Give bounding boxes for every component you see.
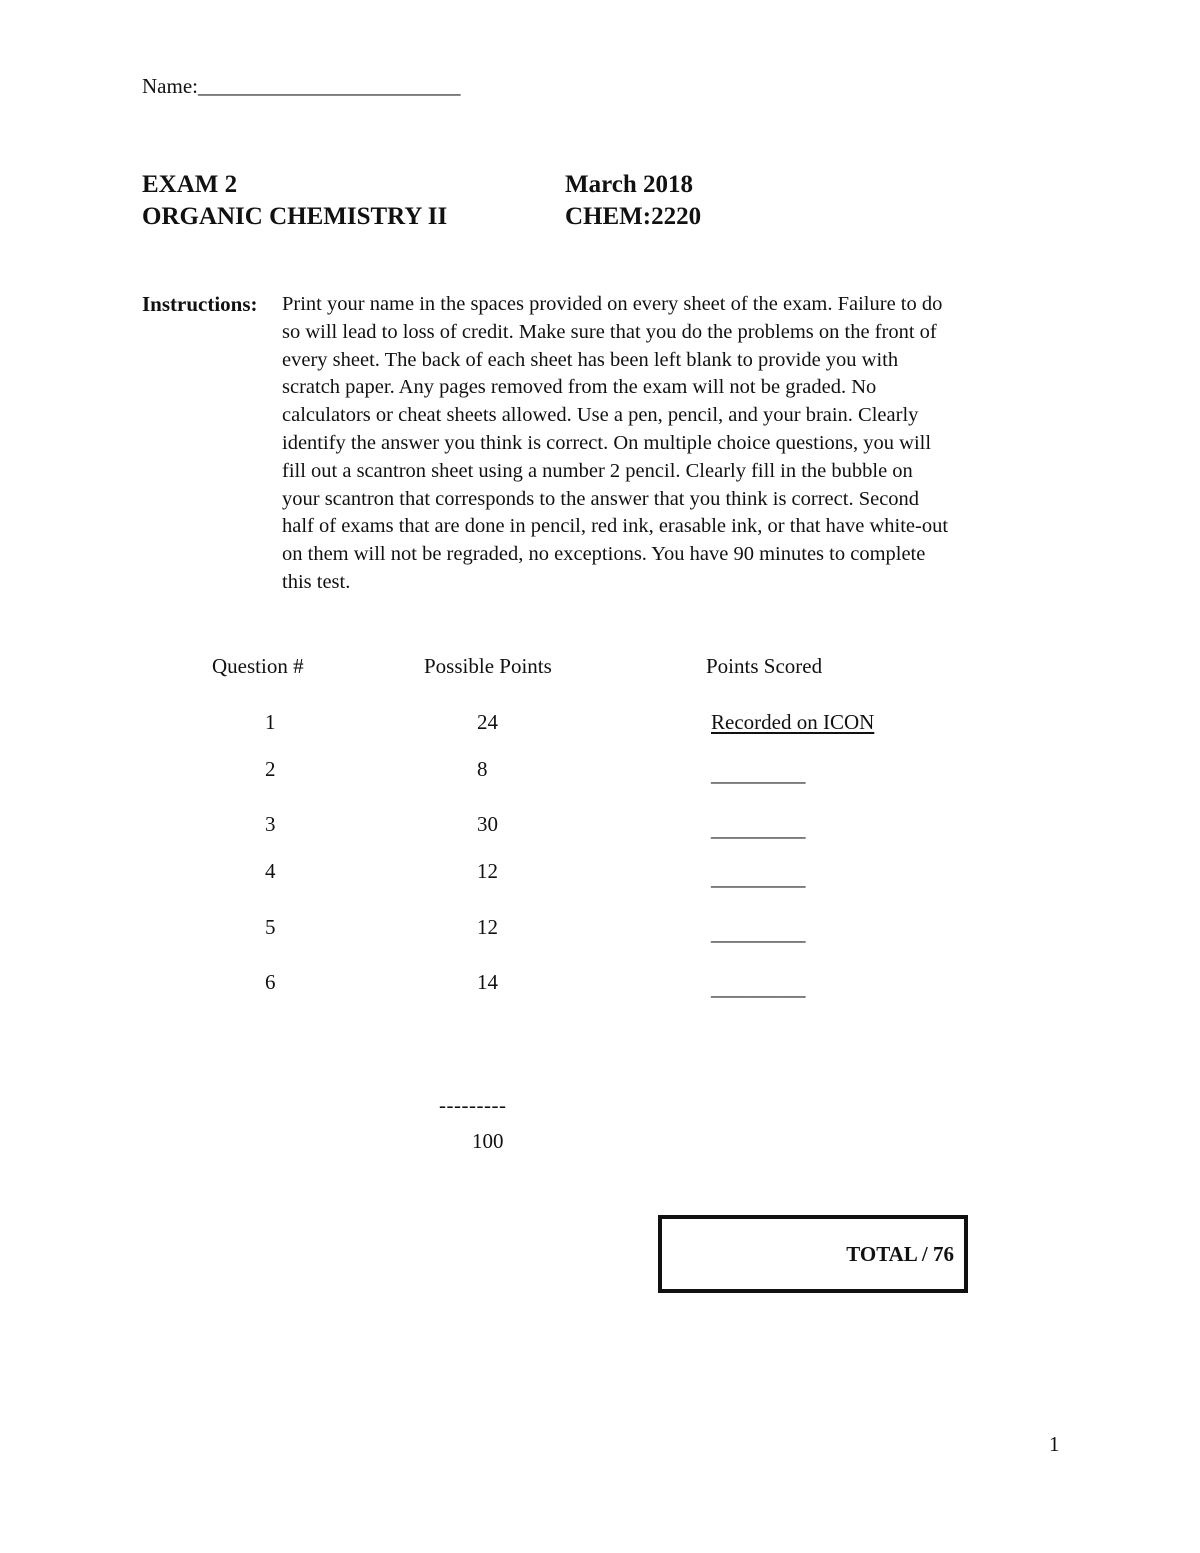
sum-separator: --------- xyxy=(439,1093,507,1117)
exam-date: March 2018 xyxy=(565,171,693,198)
possible-points: 12 xyxy=(477,859,498,883)
instructions-line: identify the answer you think is correct. On multiple choice questions, you will xyxy=(282,431,932,454)
column-header-possible-points: Possible Points xyxy=(424,654,552,678)
course-name: ORGANIC CHEMISTRY II xyxy=(142,203,448,230)
total-score-label: TOTAL / 76 xyxy=(846,1242,954,1266)
instructions-label: Instructions: xyxy=(142,292,258,316)
possible-points: 12 xyxy=(477,915,498,939)
instructions-line: Print your name in the spaces provided on every sheet of the exam. Failure to do xyxy=(282,293,943,315)
possible-points: 14 xyxy=(477,970,498,994)
points-scored-blank: _________ xyxy=(711,817,806,841)
possible-points: 8 xyxy=(477,757,488,781)
points-scored-blank: _________ xyxy=(711,976,806,1000)
points-scored-blank: _________ xyxy=(711,921,806,945)
instructions-line: this test. xyxy=(282,570,351,593)
column-header-question: Question # xyxy=(212,654,304,678)
instructions-text xyxy=(282,291,1057,597)
instructions-line: every sheet. The back of each sheet has been left blank to provide you with xyxy=(282,348,899,371)
possible-points: 30 xyxy=(477,812,498,836)
total-score-box xyxy=(658,1215,968,1293)
question-number: 6 xyxy=(265,970,276,994)
points-scored-blank: _________ xyxy=(711,866,806,890)
possible-points: 24 xyxy=(477,710,498,734)
name-field: Name:_________________________ xyxy=(142,74,461,98)
instructions-line: fill out a scantron sheet using a number 2 pencil. Clearly fill in the bubble on xyxy=(282,459,913,482)
instructions-line: scratch paper. Any pages removed from the exam will not be graded. No xyxy=(282,376,877,399)
points-scored-blank: _________ xyxy=(711,762,806,786)
page-number: 1 xyxy=(1049,1432,1060,1456)
instructions-line: on them will not be regraded, no exceptions. You have 90 minutes to complete xyxy=(282,543,926,566)
question-number: 4 xyxy=(265,859,276,883)
instructions-line: half of exams that are done in pencil, red ink, erasable ink, or that have white-out xyxy=(282,515,949,538)
instructions-line: calculators or cheat sheets allowed. Use a pen, pencil, and your brain. Clearly xyxy=(282,404,919,427)
total-possible-points: 100 xyxy=(472,1129,504,1153)
question-number: 2 xyxy=(265,757,276,781)
instructions-line: so will lead to loss of credit. Make sure that you do the problems on the front of xyxy=(282,320,937,343)
question-number: 3 xyxy=(265,812,276,836)
column-header-points-scored: Points Scored xyxy=(706,654,823,678)
course-code: CHEM:2220 xyxy=(565,203,702,230)
question-number: 5 xyxy=(265,915,276,939)
question-number: 1 xyxy=(265,710,276,734)
points-scored: Recorded on ICON xyxy=(711,710,875,734)
exam-title: EXAM 2 xyxy=(142,171,238,198)
instructions-line: your scantron that corresponds to the answer that you think is correct. Second xyxy=(282,487,920,510)
